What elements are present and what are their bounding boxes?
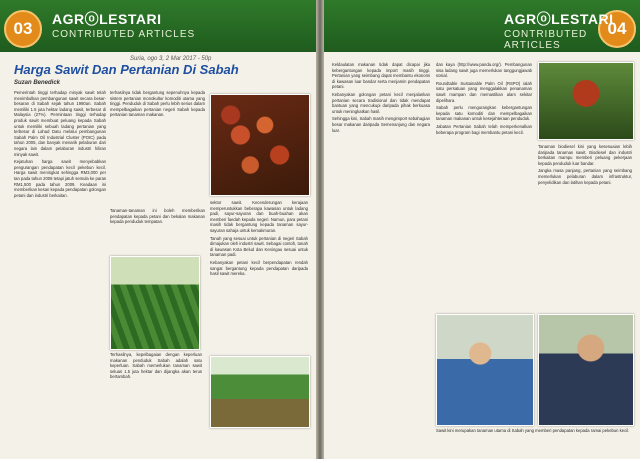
author: Suzan Benedick	[14, 80, 61, 86]
right-section-label: CONTRIBUTED ARTICLES	[504, 29, 588, 51]
right-column-3	[538, 144, 632, 304]
field-photo	[210, 356, 310, 428]
left-column-2-bottom	[110, 352, 202, 452]
paragraph: Keldaulatan makanan tidak dapat dicapai jika kebergantungan kepada import masih tinggi. Pertanian yang seimbang dapat membantu ekonomi di kawasan luar bandar serta menjamin pendapatan petani.	[332, 62, 430, 90]
left-column-1	[14, 90, 106, 450]
left-page	[0, 0, 316, 459]
left-section-label: CONTRIBUTED ARTICLES	[52, 29, 196, 40]
right-brand	[504, 9, 640, 51]
plant-photo	[110, 256, 200, 350]
right-column-2	[436, 62, 532, 312]
left-brand-name: AGRⓞLESTARI	[52, 11, 162, 27]
photo-caption: Sawit kini merupakan tanaman utama di Sabah yang memberi pendapatan kepada ramai pekebun kecil.	[436, 428, 630, 433]
paragraph: terhasilnya tidak bergantung sepenuhnya kepada sistem pertanian monokultur komoditi utama yang tinggi. Penduduk di Sabah perlu lebih serius dalam mempelbagaikan pertanian negeri Sabah kepada pertanian tanaman makanan.	[110, 90, 205, 118]
paragraph: Jabatan Pertanian Sabah telah memperkenalkan beberapa program bagi membantu petani kecil.	[436, 123, 532, 135]
right-brand-name: AGRⓞLESTARI	[504, 11, 614, 27]
paragraph: Pemerintah tinggi terhadap minyak sawit telah menimbulkan pembangunan sawit secara besar-besaran di Sabah sejak tahun 1980an. Sabah memiliki 1.5 juta hektar ladang sawit, terbesar di Malaysia (27%). Permintaan tinggi terhadap produk sawit membuat peluang kepada Sabah untuk memiliki sebuah ladang pertanian yang terbesar di Lahad Datu melalui pembangunan Sabah Palm Oil Industrial Cluster (POIC) pada tahun 2005, dan banyak menarik pelaburan dari negara lain dalam pelaburan industri hiliran minyak sawit.	[14, 90, 106, 157]
paragraph: Roundtable Sustainable Palm Oil (RSPO) ialah satu persatuan yang menggalakkan penanaman sawit mampan dan memastikan alam sekitar dipelihara.	[436, 80, 532, 103]
paragraph: Tanaman-tanaman ini boleh memberikan pendapatan kepada petani dan bekalan makanan kepada penduduk tempatan.	[110, 208, 205, 225]
paragraph: Kebanyakan golongan petani kecil menjalankan pertanian secara tradisional dan tidak mendapat bantuan yang mencukupi daripada pihak berkuasa untuk meningkatkan hasil.	[332, 91, 430, 114]
right-column-1	[332, 62, 430, 452]
paragraph: Sabah perlu mengurangkan kebergantungan kepada satu komoditi dan mempelbagaikan tanaman makanan untuk kesejahteraan penduduk.	[436, 105, 532, 122]
worker-photo	[538, 314, 634, 426]
paragraph: Jangka masa panjang, pertanian yang seimbang memerlukan pelaburan dalam infrastruktur, penyelidikan dan latihan kepada petani.	[538, 168, 632, 185]
paragraph: Sehingga kini, Sabah masih mengimport sebahagian besar makanan daripada Semenanjung dan negara luar.	[332, 116, 430, 133]
left-column-2-mid	[110, 208, 205, 248]
farmer-photo	[436, 314, 534, 426]
paragraph: Tanah yang sesuai untuk pertanian di negeri Sabah dimajukan oleh industri sawit. Sebagai contoh, tanah di kawasan Kota Belud dan Keningau sesuai untuk tanaman padi.	[210, 235, 308, 258]
paragraph: Kejatuhan harga sawit menyebabkan pengurangan pendapatan kecil pekebun kecil. Harga sawit meningkat sehingga RM3,000 per tan pada tahun 2008 tetapi jatuh semula ke paras RM1,500 pada tahun 2009. Keadaan ini memberikan kesan kepada pendapatan golongan petani dan industri berkaitan.	[14, 159, 106, 198]
paragraph: Kebanyakan petani kecil berpendapatan rendah sangat bergantung kepada pendapatan daripada hasil sawit mereka.	[210, 259, 308, 277]
right-page-number: 04	[598, 10, 636, 48]
book-spine	[316, 0, 324, 459]
article-title: Harga Sawit Dan Pertanian Di Sabah	[14, 62, 239, 77]
left-brand	[52, 9, 195, 40]
left-column-2-top	[110, 90, 205, 200]
left-page-number: 03	[4, 10, 42, 48]
paragraph: Tanaman biodiesel kini yang kesesuaian lebih daripada tanaman sawit. Biodiesel dan industri berkaitan mampu memberi peluang pekerjaan kepada penduduk luar bandar.	[538, 144, 632, 166]
palm-photo	[538, 62, 634, 140]
palm-fruit-photo	[210, 94, 310, 196]
paragraph: sektor sawit. Kecenderungan kerajaan memperuntukkan beberapa kawasan untuk ladang padi, sayur-sayuran dan buah-buahan akan memberi faedah kepada negeri. Namun, para petani masih tidak bergantung kepada tanaman sayur-sayuran sahaja untuk kemakmuran.	[210, 200, 308, 233]
left-column-3	[210, 200, 308, 350]
paragraph: Terhasilnya, kepelbagaian dengan keperluan makanan penduduk Sabah adalah satu keperluan. Sabah memerlukan tanaman sawit seluas 1.5 juta hektar dan dijangka akan terus bertambah.	[110, 352, 202, 380]
right-page	[324, 0, 640, 459]
handwritten-stamp: Suria, ogo 3, 2 Mar 2017 - 50p	[130, 56, 212, 62]
paragraph: dan kaya (http://www.panda.org/). Pembangunan sisa ladang sawit juga memerlukan tanggungjawab sosial.	[436, 62, 532, 79]
